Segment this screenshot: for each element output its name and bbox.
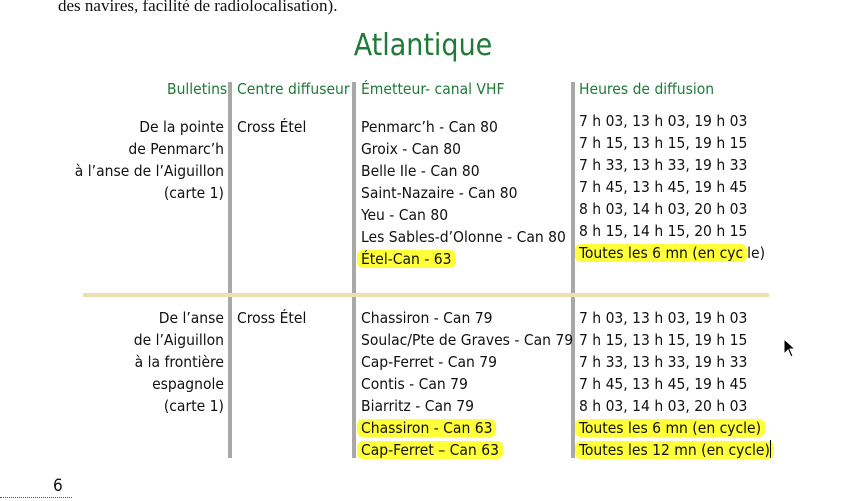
heure-highlight: Toutes les 6 mn (en cyc (575, 244, 747, 262)
header-centre-diffuseur: Centre diffuseur (237, 80, 350, 98)
bulletin-line: de Penmarc’h (128, 140, 224, 158)
heure-item: 8 h 15, 14 h 15, 20 h 15 (579, 222, 748, 240)
bulletin-line: (carte 1) (163, 184, 224, 202)
text-caret (770, 440, 771, 458)
bulletin-line: (carte 1) (163, 397, 224, 415)
section1-bulletin (60, 116, 224, 204)
emetteur-item: Penmarc’h - Can 80 (361, 118, 498, 136)
heure-item: 7 h 15, 13 h 15, 19 h 15 (579, 134, 748, 152)
heure-item: 7 h 33, 13 h 33, 19 h 33 (579, 156, 748, 174)
page-number: 6 (53, 476, 63, 496)
heure-item: 7 h 03, 13 h 03, 19 h 03 (579, 309, 748, 327)
bulletin-line: espagnole (152, 375, 224, 393)
section2-emetteurs (361, 307, 573, 461)
page-title: Atlantique (353, 28, 493, 63)
section2-centre: Cross Étel (237, 309, 307, 327)
heure-item: 7 h 45, 13 h 45, 19 h 45 (579, 178, 748, 196)
intro-text: des navires, facilité de radiolocalisation). (58, 0, 338, 15)
heure-item: 7 h 45, 13 h 45, 19 h 45 (579, 375, 748, 393)
section1-heures (579, 110, 765, 264)
bulletin-line: à la frontière (134, 353, 224, 371)
footer-dotted-line (0, 497, 72, 498)
header-emetteur: Émetteur- canal VHF (361, 80, 505, 98)
emetteur-highlight: Étel-Can - 63 (357, 250, 456, 268)
emetteur-item: Chassiron - Can 79 (361, 309, 493, 327)
heure-item: 7 h 15, 13 h 15, 19 h 15 (579, 331, 748, 349)
section2-heures (579, 307, 774, 461)
emetteur-item: Groix - Can 80 (361, 140, 462, 158)
column-rule-1 (228, 82, 232, 458)
emetteur-highlight: Cap-Ferret – Can 63 (357, 441, 503, 459)
section2-bulletin (60, 307, 224, 417)
heure-item: 8 h 03, 14 h 03, 20 h 03 (579, 397, 748, 415)
bulletin-line: De la pointe (139, 118, 224, 136)
bulletin-line: De l’anse (158, 309, 224, 327)
bulletin-line: de l’Aiguillon (133, 331, 224, 349)
emetteur-item: Belle Ile - Can 80 (361, 162, 480, 180)
section1-emetteurs (361, 116, 566, 270)
emetteur-item: Biarritz - Can 79 (361, 397, 475, 415)
bulletin-line: à l’anse de l’Aiguillon (74, 162, 224, 180)
emetteur-item: Soulac/Pte de Graves - Can 79 (361, 331, 574, 349)
emetteur-item: Yeu - Can 80 (361, 206, 449, 224)
emetteur-item: Les Sables-d’Olonne - Can 80 (361, 228, 566, 246)
heure-item: 7 h 33, 13 h 33, 19 h 33 (579, 353, 748, 371)
section-separator (83, 293, 769, 297)
heure-item: 8 h 03, 14 h 03, 20 h 03 (579, 200, 748, 218)
column-rule-2 (352, 82, 356, 458)
mouse-pointer-icon (783, 338, 797, 360)
heure-item: 7 h 03, 13 h 03, 19 h 03 (579, 112, 748, 130)
emetteur-highlight: Chassiron - Can 63 (357, 419, 496, 437)
heure-highlight: Toutes les 6 mn (en cycle) (575, 419, 765, 437)
emetteur-item: Saint-Nazaire - Can 80 (361, 184, 518, 202)
section1-centre: Cross Étel (237, 118, 307, 136)
header-bulletins: Bulletins (167, 80, 228, 98)
emetteur-item: Contis - Can 79 (361, 375, 468, 393)
header-heures: Heures de diffusion (579, 80, 715, 98)
emetteur-item: Cap-Ferret - Can 79 (361, 353, 498, 371)
heure-highlight: Toutes les 12 mn (en cycle) (575, 441, 774, 459)
heure-highlight-tail: le) (747, 244, 766, 262)
